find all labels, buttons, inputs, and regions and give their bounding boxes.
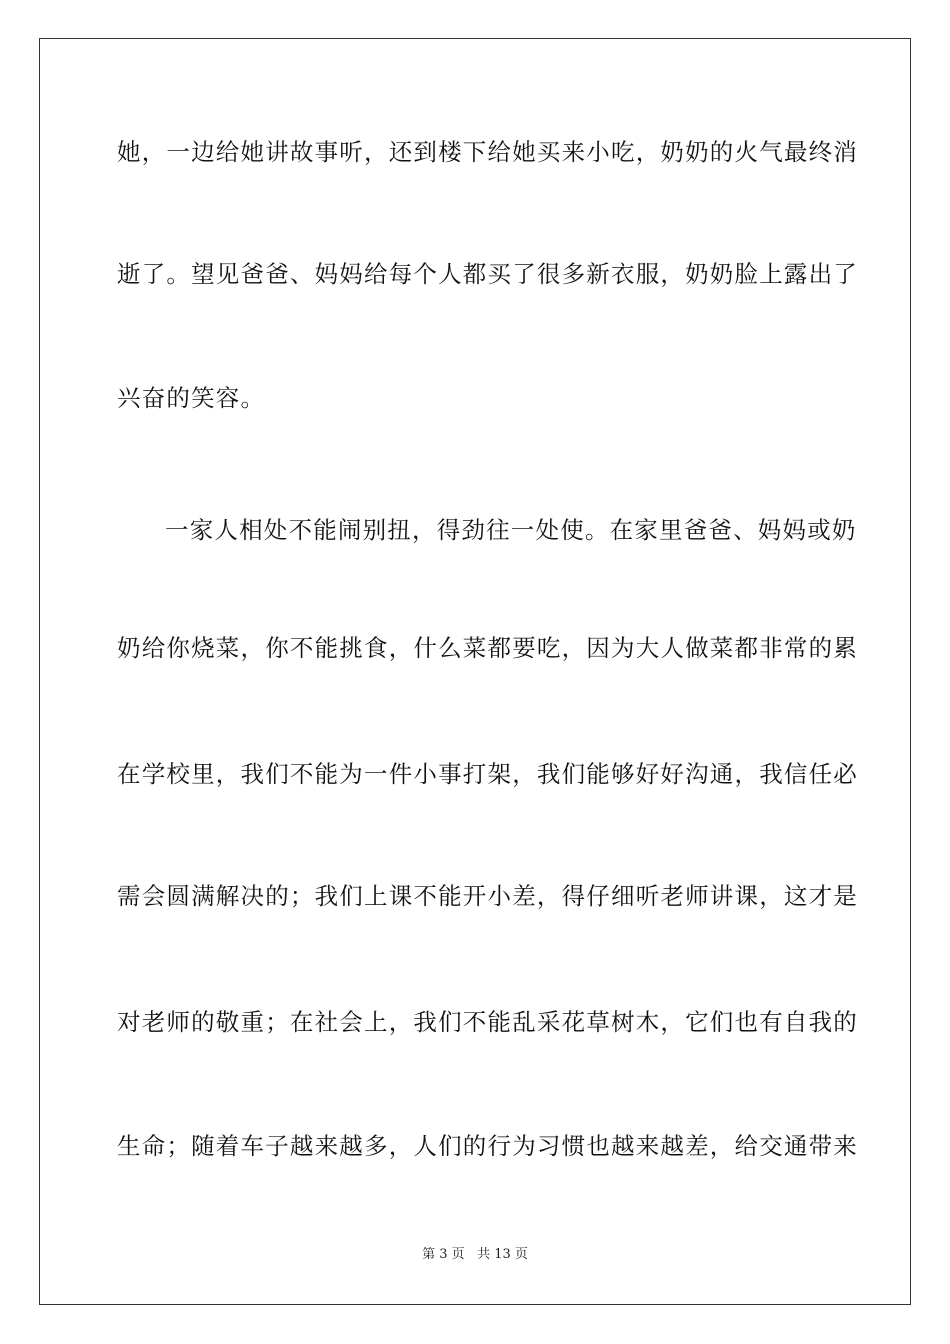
page-footer [0,1245,950,1265]
text-line: 需会圆满解决的；我们上课不能开小差，得仔细听老师讲课，这才是 [117,882,858,910]
text-line: 逝了。望见爸爸、妈妈给每个人都买了很多新衣服，奶奶脸上露出了 [117,260,858,288]
paragraph-first-line: 一家人相处不能闹别扭，得劲往一处使。在家里爸爸、妈妈或奶 [165,516,857,544]
page-number: 第 3 页 [422,1247,465,1262]
text-line: 奶给你烧菜，你不能挑食，什么菜都要吃，因为大人做菜都非常的累 [117,634,858,662]
page-border [39,38,911,1305]
text-line: 生命；随着车子越来越多，人们的行为习惯也越来越差，给交通带来 [117,1132,858,1160]
page-total: 共 13 页 [477,1247,528,1262]
text-line: 兴奋的笑容。 [117,384,266,412]
text-line: 在学校里，我们不能为一件小事打架，我们能够好好沟通，我信任必 [117,760,858,788]
text-line: 她，一边给她讲故事听，还到楼下给她买来小吃，奶奶的火气最终消 [117,138,858,166]
text-line: 对老师的敬重；在社会上，我们不能乱采花草树木，它们也有自我的 [117,1008,858,1036]
